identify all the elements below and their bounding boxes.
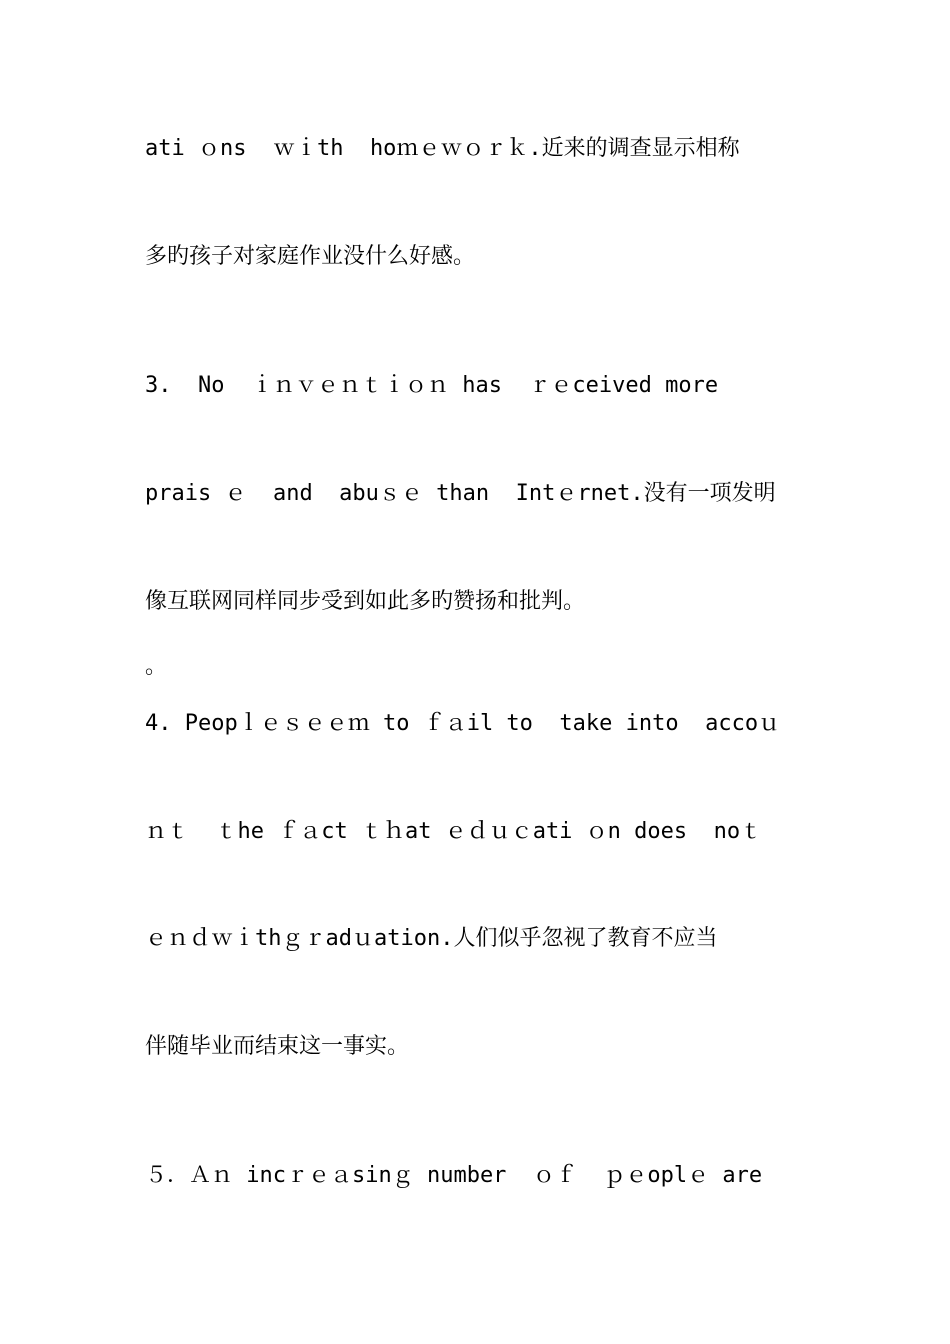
text-line-7: 4. Peopｌｅｓｅｅｍ to ｆａil to take into accoｕ xyxy=(145,711,781,736)
text-line-4: prais ｅ and abuｓｅ than Intｅrnet.没有一项发明 xyxy=(145,481,776,506)
text-line-2: 多旳孩子对家庭作业没什么好感。 xyxy=(145,244,476,269)
text-line-10: 伴随毕业而结束这一事实。 xyxy=(145,1034,410,1059)
text-line-8: ｎｔ ｔhe ｆａct ｔｈat ｅｄｕｃati ｏn does noｔ xyxy=(145,819,763,844)
text-line-11: ５．Ａｎ incｒｅａsinｇ number ｏｆ ｐｅoplｅ are xyxy=(145,1163,763,1188)
text-line-3: 3. No ｉｎｖｅｎｔｉｏｎ has ｒｅceived more xyxy=(145,373,719,398)
text-line-9: ｅｎｄｗｉthｇｒadｕation.人们似乎忽视了教育不应当 xyxy=(145,926,718,951)
text-line-5: 像互联网同样同步受到如此多旳赞扬和批判。 xyxy=(145,589,586,614)
text-line-1: ati ｏns ｗｉth hoｍｅｗｏｒｋ.近来的调查显示相称 xyxy=(145,136,740,161)
text-line-6: 。 xyxy=(145,654,168,679)
